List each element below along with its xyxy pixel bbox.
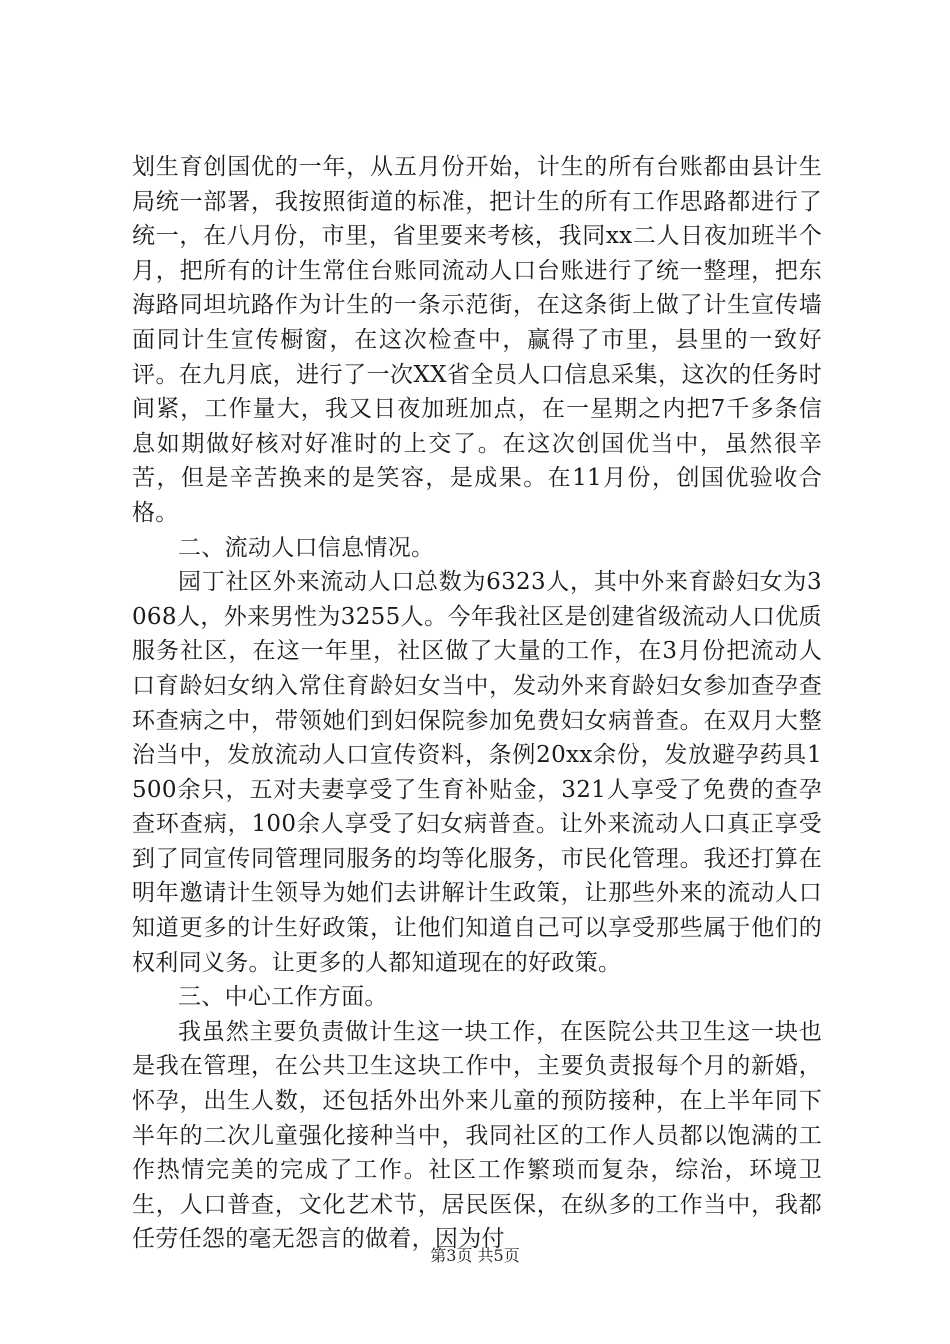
paragraph-floating-population: 园丁社区外来流动人口总数为6323人，其中外来育龄妇女为3068人，外来男性为3255人。今年我社区是创建省级流动人口优质服务社区，在这一年里，社区做了大量的工作，在3月份把流动人口育龄妇女纳入常住育龄妇女当中，发动外来育龄妇女参加查孕查环查病之中，带领她们到妇保院参加免费妇女病普查。在双月大整治当中，发放流动人口宣传资料，条例20xx余份，发放避孕药具1500余只，五对夫妻享受了生育补贴金，321人享受了免费的查孕查环查病，100余人享受了妇女病普查。让外来流动人口真正享受到了同宣传同管理同服务的均等化服务，市民化管理。我还打算在明年邀请计生领导为她们去讲解计生政策，让那些外来的流动人口知道更多的计生好政策，让他们知道自己可以享受那些属于他们的权利同义务。让更多的人都知道现在的好政策。 xyxy=(132,569,822,976)
paragraph-continuation: 划生育创国优的一年，从五月份开始，计生的所有台账都由县计生局统一部署，我按照街道的标准，把计生的所有工作思路都进行了统一，在八月份，市里，省里要来考核，我同xx二人日夜加班半个月，把所有的计生常住台账同流动人口台账进行了统一整理，把东海路同坦坑路作为计生的一条示范街，在这条街上做了计生宣传墙面同计生宣传橱窗，在这次检查中，赢得了市里，县里的一致好评。在九月底，进行了一次XX省全员人口信息采集，这次的任务时间紧，工作量大，我又日夜加班加点，在一星期之内把7千多条信息如期做好核对好准时的上交了。在这次创国优当中，虽然很辛苦，但是辛苦换来的是笑容，是成果。在11月份，创国优验收合格。 xyxy=(132,154,822,526)
section-heading-floating-population: 二、流动人口信息情况。 xyxy=(178,534,435,561)
section-heading-central-work: 三、中心工作方面。 xyxy=(178,984,388,1011)
paragraph-central-work: 我虽然主要负责做计生这一块工作，在医院公共卫生这一块也是我在管理，在公共卫生这块工作中，主要负责报每个月的新婚，怀孕，出生人数，还包括外出外来儿童的预防接种，在上半年同下半年的二次儿童强化接种当中，我同社区的工作人员都以饱满的工作热情完美的完成了工作。社区工作繁琐而复杂，综治，环境卫生，人口普查，文化艺术节，居民医保，在纵多的工作当中，我都任劳任怨的毫无怨言的做着，因为付 xyxy=(132,1018,822,1253)
page-footer: 第3页 共5页 xyxy=(430,1246,520,1265)
document-body xyxy=(132,150,822,1257)
